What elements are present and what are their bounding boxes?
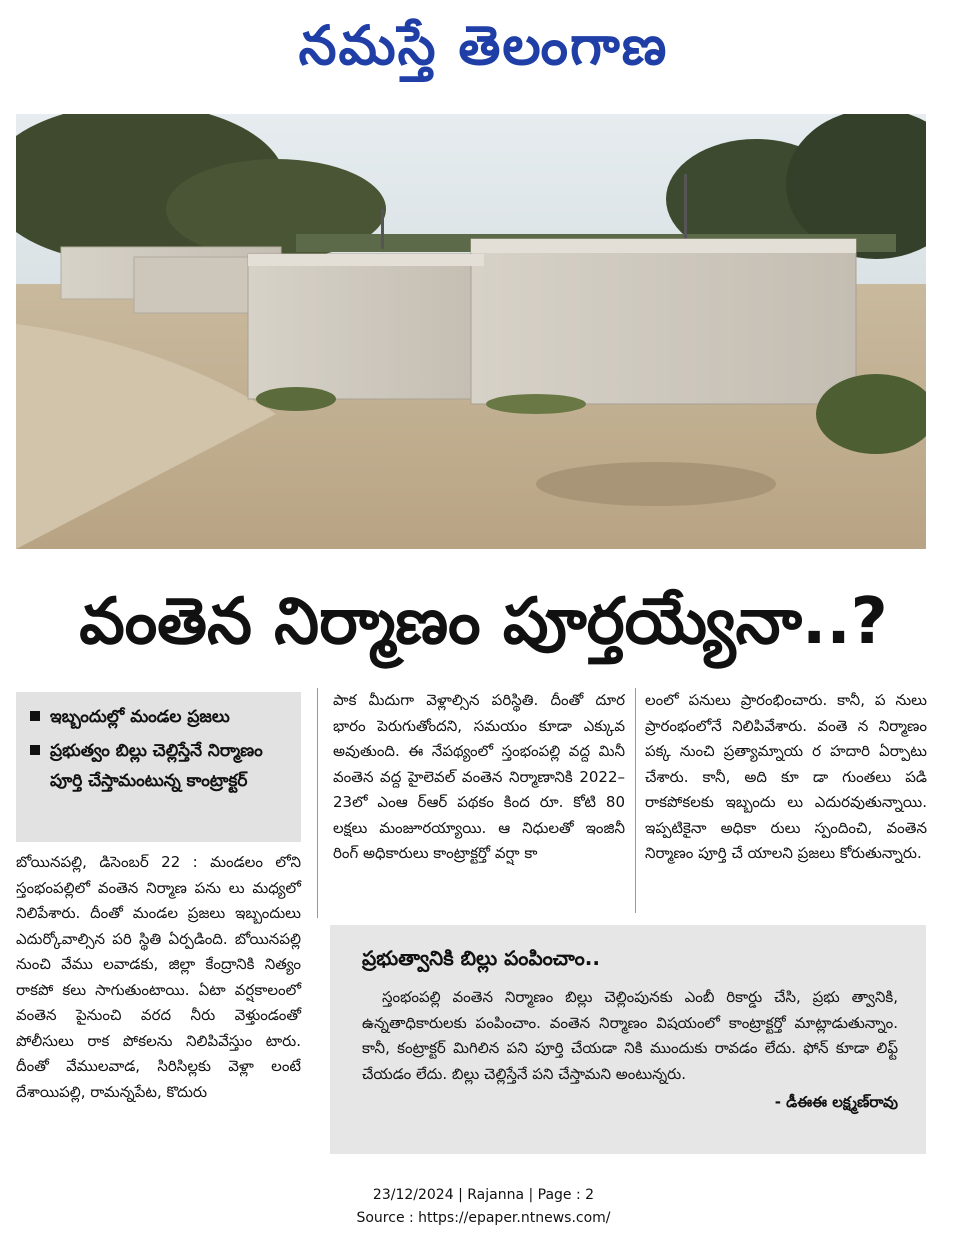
footer-source: Source : https://epaper.ntnews.com/ [356, 1210, 611, 1226]
column-divider [635, 688, 636, 913]
article-column-2: పాక మీదుగా వెళ్లాల్సిన పరిస్థితి. దీంతో దూర భారం పెరుగుతోందని, సమయం కూడా ఎక్కువ అవుతుంది. ఈ నేపథ్యంలో స్తంభంపల్లి వద్ద మినీ వంతెన వద్ద హైలెవల్ వంతెన నిర్మాణానికి 2022–23లో ఎంఆ ర్ఆర్ పథకం కింద రూ. కోటి 80 లక్షలు మంజూరయ్యాయి. ఆ నిధులతో ఇంజినీ రింగ్ అధికారులు కాంట్రాక్టర్తో వర్షా కా [333, 691, 625, 862]
news-photo [16, 114, 926, 549]
article-column-1: బోయినపల్లి, డిసెంబర్ 22 : మండలం లోని స్తంభంపల్లిలో వంతెన నిర్మాణ పను లు మధ్యలో నిలిపేశారు. దీంతో మండల ప్రజలు ఇబ్బందులు ఎదుర్కోవాల్సిన పరి స్థితి ఏర్పడింది. బోయినపల్లి నుంచి వేము లవాడకు, జిల్లా కేంద్రానికి నిత్యం రాకపో కలు సాగుతుంటాయి. ఏటా వర్షకాలంలో వంతెన పైనుంచి వరద నీరు వెళ్తుండంతో పోలీసులు రాక పోకలను నిలిపివేస్తుం టారు. దీంతో వేములవాడ, సిరిసిల్లకు వెళ్లా లంటే దేశాయిపల్లి, రామన్నపేట, కొదురు [16, 853, 301, 1101]
square-bullet-icon [30, 745, 40, 755]
highlight-text: ప్రభుత్వం బిల్లు చెల్లిస్తేనే నిర్మాణం పూర్తి చేస్తామంటున్న కాంట్రాక్టర్ [50, 741, 263, 791]
highlight-item [30, 702, 291, 732]
statement-signature: - డీఈఈ లక్ష్మణ్‌రావు [774, 1093, 898, 1111]
column-divider [317, 688, 318, 918]
newspaper-masthead: నమస్తే తెలంగాణ [298, 14, 669, 77]
highlight-item [30, 736, 291, 796]
statement-body: స్తంభంపల్లి వంతెన నిర్మాణం బిల్లు చెల్లింపునకు ఎంబీ రికార్డు చేసి, ప్రభు త్వానికి, ఉన్నతాధికారులకు పంపించాం. వంతెన నిర్మాణం విషయంలో కాంట్రాక్టర్తో మాట్లాడుతున్నాం. కానీ, కంట్రాక్టర్ మిగిలిన పని పూర్తి చేయడా నికి ముందుకు రావడం లేదు. ఫోన్ కూడా లిఫ్ట్ చేయడం లేదు. బిల్లు చెల్లిస్తేనే పని చేస్తామని అంటున్నరు. [362, 988, 898, 1083]
square-bullet-icon [30, 711, 40, 721]
official-statement-box [330, 925, 926, 1154]
highlight-text: ఇబ్బందుల్లో మండల ప్రజలు [50, 707, 230, 727]
bridge-photo-illustration [16, 114, 926, 549]
highlights-box [16, 692, 301, 842]
statement-title: ప్రభుత్వానికి బిల్లు పంపించాం.. [362, 946, 600, 970]
article-headline: వంతెన నిర్మాణం పూర్తయ్యేనా..? [79, 585, 888, 659]
footer-date-page: 23/12/2024 | Rajanna | Page : 2 [372, 1187, 595, 1203]
article-column-3: లంలో పనులు ప్రారంభించారు. కానీ, ప నులు ప్రారంభంలోనే నిలిపివేశారు. వంతె న నిర్మాణం పక్క నుంచి ప్రత్యామ్నాయ ర హదారి ఏర్పాటు చేశారు. కానీ, అది కూ డా గుంతలు పడి రాకపోకలకు ఇబ్బందు లు ఎదురవుతున్నాయి. ఇప్పటికైనా అధికా రులు స్పందించి, వంతెన నిర్మాణం పూర్తి చే యాలని ప్రజలు కోరుతున్నారు. [645, 691, 927, 862]
